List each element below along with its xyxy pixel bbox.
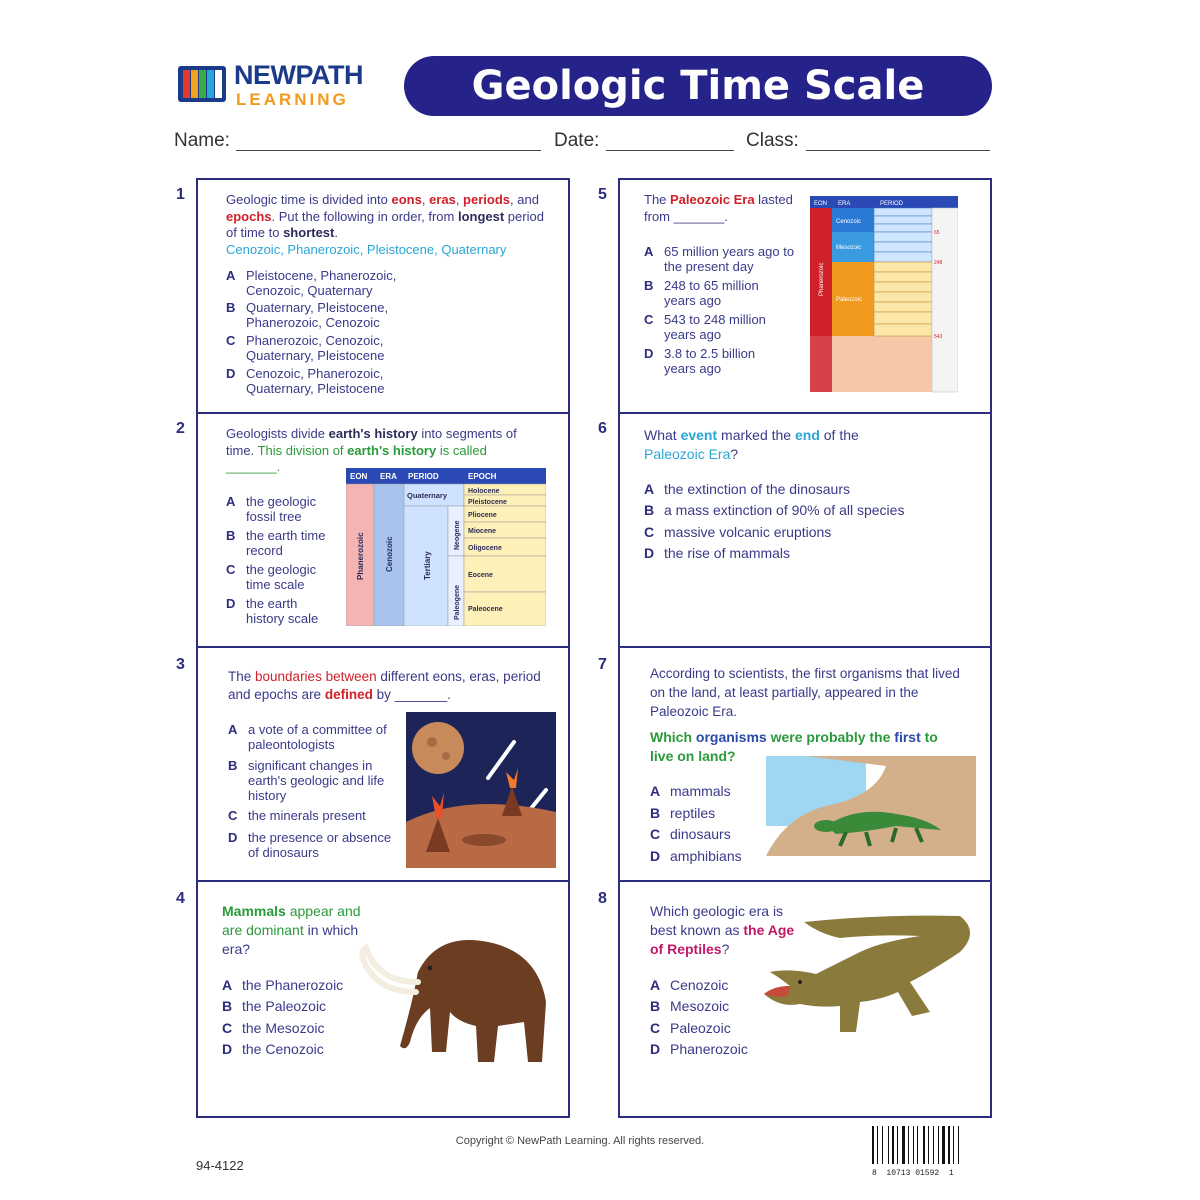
option-d[interactable]: D the presence or absence of dinosaurs [228,830,392,860]
epoch-miocene: Miocene [468,528,497,535]
option-d[interactable]: D the rise of mammals [644,545,791,561]
books-logo-icon [178,62,226,104]
question-number: 3 [176,656,185,673]
barcode [872,1126,984,1178]
option-a[interactable]: A the geologic fossil tree [226,494,317,524]
newpath-logo [178,60,398,110]
logo-text-learning: LEARNING [236,90,349,109]
question-number: 5 [598,186,607,203]
product-code: 94-4122 [196,1158,244,1173]
option-b[interactable]: B significant changes in earth's geologic and life history [228,758,385,803]
option-c[interactable]: C 543 to 248 million years ago [644,312,766,342]
date-field[interactable] [606,150,734,151]
question-text: The boundaries between different eons, eras, period and epochs are defined by _______. [228,669,541,702]
question-text: Geologists divide earth's history into segments of time. This division of earth's history is called _______. [226,426,517,474]
time-scale-chart [810,196,958,394]
question-card-6 [618,412,992,648]
option-c[interactable]: C massive volcanic eruptions [644,524,832,540]
mammoth-illustration [358,922,558,1072]
option-d[interactable]: D 3.8 to 2.5 billion years ago [644,346,756,376]
option-a[interactable]: A a vote of a committee of paleontologists [228,722,387,752]
header-period: PERIOD [880,201,904,207]
barcode-number: 8 10713 01592 1 [872,1169,954,1178]
hint-text: Cenozoic, Phanerozoic, Pleistocene, Quaternary [226,241,507,257]
question-card-5 [618,178,992,414]
question-number: 4 [176,890,185,907]
era-cenozoic: Cenozoic [385,536,394,572]
question-text: Mammals appear and are dominant in which era? [222,903,361,957]
question-number: 6 [598,420,607,437]
header-eon: EON [814,201,828,207]
era-mesozoic: Mesozoic [836,245,862,251]
question-number: 1 [176,186,185,203]
option-b[interactable]: B Quaternary, Pleistocene, Phanerozoic, Cenozoic [226,300,389,330]
header-era: ERA [380,472,397,481]
header-era: ERA [838,201,851,207]
question-card-8 [618,880,992,1118]
period-tertiary: Tertiary [423,551,432,580]
question-card-7 [618,646,992,882]
option-b[interactable]: B 248 to 65 million years ago [644,278,759,308]
amphibian-illustration [766,756,976,856]
logo-text-newpath: NEWPATH [234,60,363,90]
name-label: Name: [174,130,230,151]
header-period: PERIOD [408,472,439,481]
option-b[interactable]: B Mesozoic [650,998,730,1014]
epoch-holocene: Holocene [468,488,500,495]
question-card-3 [196,646,570,882]
option-d[interactable]: D amphibians [650,848,742,864]
option-d[interactable]: D Phanerozoic [650,1041,748,1057]
name-field[interactable] [236,150,541,151]
option-c[interactable]: C the Mesozoic [222,1020,325,1036]
option-b[interactable]: B the earth time record [226,528,326,558]
option-d[interactable]: D the Cenozoic [222,1041,324,1057]
option-a[interactable]: A the Phanerozoic [222,977,344,993]
date-label: Date: [554,130,600,151]
option-d[interactable]: D Cenozoic, Phanerozoic, Quaternary, Pleistocene [226,366,385,396]
era-cenozoic: Cenozoic [836,219,862,225]
epoch-pliocene: Pliocene [468,512,497,519]
intro-text: According to scientists, the first organisms that lived on the land, at least partially, appeared in the Paleozoic Era. [650,666,960,719]
page-title: Geologic Time Scale [471,63,925,109]
age-65: 65 [934,230,940,236]
option-c[interactable]: C Paleozoic [650,1020,731,1036]
header-epoch: EPOCH [468,472,497,481]
question-text: Which organisms were probably the first to live on land? [650,729,938,764]
question-card-4 [196,880,570,1118]
question-text: What event marked the end of the Paleozoic Era? [644,427,859,462]
option-c[interactable]: C the geologic time scale [226,562,317,592]
question-number: 7 [598,656,607,673]
option-d[interactable]: D the earth history scale [226,596,319,626]
subperiod-neogene: Neogene [454,520,461,550]
eon-label: Phanerozoic [819,262,825,296]
option-b[interactable]: B the Paleozoic [222,998,327,1014]
barcode-icon [872,1126,984,1164]
copyright-text: Copyright © NewPath Learning. All rights reserved. [455,1135,705,1147]
question-text: The Paleozoic Era lasted from _______. [644,192,793,224]
epoch-oligocene: Oligocene [468,545,502,552]
subperiod-paleogene: Paleogene [454,584,461,620]
option-a[interactable]: A Pleistocene, Phanerozoic, Cenozoic, Quaternary [226,268,397,298]
period-quaternary: Quaternary [407,491,448,500]
option-c[interactable]: C dinosaurs [650,826,731,842]
eon-phanerozoic: Phanerozoic [356,532,365,580]
class-label: Class: [746,130,799,151]
epoch-pleistocene: Pleistocene [468,499,507,506]
option-b[interactable]: B a mass extinction of 90% of all species [644,502,905,518]
option-a[interactable]: A 65 million years ago to the present day [644,244,795,274]
era-paleozoic: Paleozoic [836,297,863,303]
meteor-volcano-illustration [406,712,556,868]
epoch-paleocene: Paleocene [468,606,503,613]
question-card-2 [196,412,570,648]
option-c[interactable]: C the minerals present [228,808,366,823]
header-eon: EON [350,472,368,481]
question-number: 8 [598,890,607,907]
geologic-table [346,468,546,626]
question-card-1 [196,178,570,414]
question-text: Geologic time is divided into eons, eras, periods, and epochs. Put the following in order, from longest period of time to shortest. Cenozoic, Phanerozoic, Pleistocene, Quaternary [226,192,544,257]
question-text: Which geologic era is best known as the Age of Reptiles? [650,903,795,957]
epoch-eocene: Eocene [468,572,493,579]
option-c[interactable]: C Phanerozoic, Cenozoic, Quaternary, Pleistocene [226,333,385,363]
age-543: 543 [934,334,943,340]
question-number: 2 [176,420,185,437]
option-a[interactable]: A mammals [650,783,731,799]
class-field[interactable] [806,150,990,151]
option-a[interactable]: A the extinction of the dinosaurs [644,481,851,497]
title-banner [404,56,992,116]
reptile-illustration [760,912,980,1062]
option-a[interactable]: A Cenozoic [650,977,729,993]
age-248: 248 [934,260,943,266]
option-b[interactable]: B reptiles [650,805,716,821]
